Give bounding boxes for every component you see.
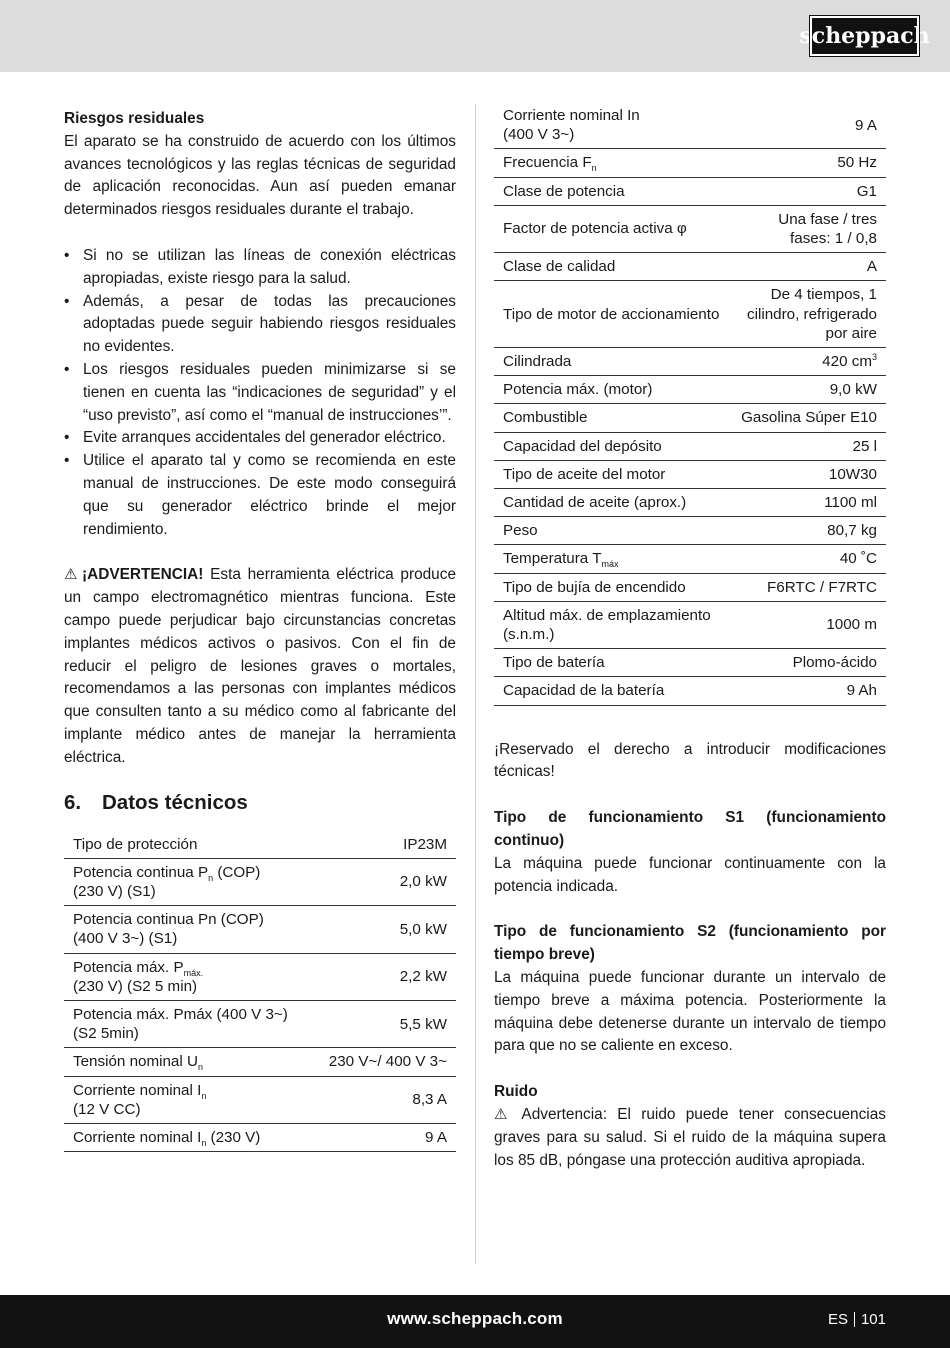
spec-label-subscript: máx. [183, 967, 204, 978]
footer-url: www.scheppach.com [387, 1309, 563, 1328]
spec-value-text: 10W30 [828, 465, 877, 483]
tech-data-table-right [494, 104, 886, 706]
warning-paragraph [64, 564, 456, 769]
spec-value [311, 1048, 456, 1076]
spec-label-text: Peso [503, 522, 538, 540]
spec-label [494, 601, 732, 648]
spec-value-text: 40 ˚C [839, 550, 877, 568]
spec-row [64, 953, 456, 1000]
spec-row [494, 104, 886, 149]
residual-risks-intro: El aparato se ha construido de acuerdo con los últimos avances tecnológicos y las reglas técnicas de seguridad de aplicación reconocidas. Aun así pueden emanar determinados riesgos residuales durante el trabajo. [64, 132, 456, 219]
spec-value [732, 404, 886, 432]
spec-value-text: Gasolina Súper E10 [741, 409, 877, 427]
spec-label [64, 833, 311, 859]
section-title: Datos técnicos [102, 790, 248, 814]
spec-value [732, 677, 886, 705]
residual-risk-item: • Evite arranques accidentales del generador eléctrico. [64, 427, 456, 450]
spec-label [494, 281, 732, 348]
section-heading [64, 790, 456, 816]
spec-label [64, 1048, 311, 1076]
residual-risk-item: • Los riesgos residuales pueden minimizarse si se tienen en cuenta las “indicaciones de seguridad” y el “uso previsto”, así como el “manual de instrucciones’”. [64, 359, 456, 427]
spec-value-text: IP23M [403, 835, 447, 853]
spec-value [311, 858, 456, 905]
spec-label-subscript: n [208, 872, 214, 883]
spec-row [494, 517, 886, 545]
spec-label-text: Corriente nominal I [73, 1128, 202, 1146]
spec-label-line2: (S2 5min) [73, 1025, 139, 1043]
spec-row [64, 1048, 456, 1076]
spec-label [494, 404, 732, 432]
spec-value-text: 9 Ah [846, 682, 877, 700]
spec-label [494, 253, 732, 281]
spec-label [64, 953, 311, 1000]
spec-label-line2: (s.n.m.) [503, 626, 555, 644]
spec-label [494, 149, 732, 177]
spec-label-text: Tensión nominal U [73, 1053, 198, 1071]
spec-row [494, 253, 886, 281]
language-code: ES [827, 1310, 848, 1328]
spec-value-text: Una fase / tres fases: 1 / 0,8 [778, 210, 877, 248]
spec-label-suffix: (COP) [213, 863, 261, 881]
page-indicator [828, 1295, 886, 1343]
column-divider [475, 104, 476, 1264]
warning-label: ¡ADVERTENCIA! [82, 566, 204, 584]
spec-value [732, 253, 886, 281]
spec-label-line2: (230 V) (S2 5 min) [73, 977, 198, 995]
spec-row [64, 858, 456, 905]
spec-row [64, 1000, 456, 1047]
spec-label-text: Corriente nominal I [73, 1081, 202, 1099]
tech-data-table-left [64, 833, 456, 1153]
right-column [494, 104, 886, 1172]
spec-value [732, 376, 886, 404]
spec-row [64, 1076, 456, 1123]
spec-row [494, 177, 886, 205]
brand-logo [799, 16, 930, 56]
spec-row [494, 149, 886, 177]
s1-title: Tipo de funcionamiento S1 (funcionamiento continuo) [494, 809, 886, 850]
spec-label [64, 1123, 311, 1151]
warning-triangle-icon: ⚠ [494, 1106, 508, 1124]
spec-label [494, 376, 732, 404]
spec-label-text: Cilindrada [503, 353, 572, 371]
spec-value [732, 545, 886, 573]
spec-value [311, 833, 456, 859]
spec-label-text: Tipo de protección [73, 835, 198, 853]
spec-value-text: 5,5 kW [399, 1015, 447, 1033]
spec-label-text: Clase de calidad [503, 258, 616, 276]
spec-value-text: 9 A [855, 116, 877, 134]
s2-text: La máquina puede funcionar durante un intervalo de tiempo breve a máxima potencia. Posteriormente la máquina debe detenerse durante un intervalo de tiempo para que no se caliente en exceso. [494, 969, 886, 1055]
warning-text: Esta herramienta eléctrica produce un campo electromagnético mientras funciona. Este campo puede perjudicar bajo circunstancias concretas implantes médicos activos o pasivos. Con el fin de reducir el peligro de lesiones graves o mortales, recomendamos a las personas con implantes médicos que consulten tanto a su médico como al fabricante del implante médico antes de manejar la herramienta eléctrica. [64, 566, 456, 766]
spec-value-text: A [866, 258, 877, 276]
spec-label-text: Tipo de batería [503, 654, 605, 672]
spec-label-subscript: n [201, 1137, 207, 1148]
spec-label [64, 906, 311, 953]
spec-value-text: Plomo-ácido [792, 654, 877, 672]
noise-text: Advertencia: El ruido puede tener consecuencias graves para su salud. Si el ruido de la máquina supera los 85 dB, póngase una protección auditiva apropiada. [494, 1106, 886, 1169]
spec-row [494, 489, 886, 517]
page-header [0, 0, 950, 72]
spec-label-text: Capacidad de la batería [503, 682, 665, 700]
spec-label-text: Altitud máx. de emplazamiento [503, 606, 711, 624]
spec-label-line2: (230 V) (S1) [73, 882, 156, 900]
spec-label-text: Tipo de aceite del motor [503, 465, 666, 483]
spec-label-text: Potencia máx. Pmáx (400 V 3~) [73, 1005, 288, 1023]
spec-value-text: G1 [856, 182, 877, 200]
spec-row [494, 601, 886, 648]
spec-row [494, 281, 886, 348]
spec-row [64, 833, 456, 859]
spec-label-text: Potencia continua P [73, 863, 209, 881]
spec-label-text: Factor de potencia activa φ [503, 220, 687, 238]
spec-label [64, 858, 311, 905]
spec-value-text: De 4 tiempos, 1 cilindro, refrigerado por aire [747, 286, 877, 342]
spec-value-text: 5,0 kW [399, 920, 447, 938]
spec-label-text: Potencia máx. P [73, 958, 184, 976]
spec-row [494, 348, 886, 376]
spec-value [732, 460, 886, 488]
section-number: 6. [64, 790, 82, 814]
spec-row [494, 376, 886, 404]
spec-label [494, 677, 732, 705]
spec-value-text: 50 Hz [837, 154, 877, 172]
spec-label [494, 649, 732, 677]
spec-value [311, 1123, 456, 1151]
spec-value [732, 489, 886, 517]
spec-label-text: Capacidad del depósito [503, 437, 662, 455]
residual-risk-item: • Además, a pesar de todas las precauciones adoptadas puede seguir habiendo riesgos residuales no evidentes. [64, 291, 456, 359]
warning-triangle-icon: ⚠ [64, 566, 78, 584]
spec-value [311, 906, 456, 953]
noise-title: Ruido [494, 1083, 538, 1101]
residual-risk-item: • Utilice el aparato tal y como se recomienda en este manual de instrucciones. De este modo conseguirá que su generador eléctrico brinde el mejor rendimiento. [64, 450, 456, 541]
spec-value [732, 649, 886, 677]
spec-value [732, 601, 886, 648]
left-column [64, 108, 456, 1152]
spec-value [732, 281, 886, 348]
spec-value-superscript: 3 [871, 352, 877, 363]
spec-value [732, 205, 886, 252]
spec-row [64, 1123, 456, 1151]
brand-logo-text: scheppach [799, 23, 930, 49]
page-separator [854, 1312, 855, 1327]
spec-label-text: Temperatura T [503, 550, 602, 568]
spec-value-text: 1100 ml [824, 494, 877, 512]
residual-risks-list [64, 245, 456, 541]
spec-row [494, 545, 886, 573]
spec-row [494, 404, 886, 432]
spec-value [732, 573, 886, 601]
spec-row [494, 460, 886, 488]
spec-label [494, 205, 732, 252]
page-footer [0, 1295, 950, 1348]
spec-label [494, 104, 732, 149]
spec-value [732, 177, 886, 205]
spec-label [494, 517, 732, 545]
spec-label-subscript: n [591, 163, 597, 174]
spec-label-text: Combustible [503, 409, 588, 427]
spec-value-text: 80,7 kg [827, 522, 877, 540]
spec-label-text: Tipo de motor de accionamiento [503, 305, 720, 323]
spec-label-line2: (400 V 3~) [503, 126, 575, 144]
noise-paragraph [494, 1104, 886, 1172]
spec-label [494, 177, 732, 205]
spec-row [494, 649, 886, 677]
spec-label [494, 573, 732, 601]
spec-value [732, 149, 886, 177]
spec-label-subscript: máx [601, 559, 619, 570]
spec-label-line2: (12 V CC) [73, 1100, 141, 1118]
spec-label [494, 432, 732, 460]
spec-label-line2: (400 V 3~) (S1) [73, 930, 178, 948]
spec-value [732, 432, 886, 460]
spec-label-suffix: (230 V) [206, 1128, 261, 1146]
spec-label-text: Frecuencia F [503, 154, 592, 172]
spec-value [732, 104, 886, 149]
spec-row [494, 205, 886, 252]
spec-label-subscript: n [201, 1090, 207, 1101]
spec-label [494, 545, 732, 573]
spec-value-text: 8,3 A [412, 1091, 447, 1109]
spec-label [494, 489, 732, 517]
spec-value-text: 9,0 kW [829, 381, 877, 399]
spec-value [311, 1076, 456, 1123]
spec-value-text: 2,0 kW [399, 873, 447, 891]
residual-risks-title: Riesgos residuales [64, 110, 205, 127]
spec-label-text: Corriente nominal In [503, 107, 640, 124]
spec-label [64, 1076, 311, 1123]
spec-label [64, 1000, 311, 1047]
s2-title: Tipo de funcionamiento S2 (funcionamiento por tiempo breve) [494, 923, 886, 964]
reserved-note: ¡Reservado el derecho a introducir modificaciones técnicas! [494, 740, 886, 781]
residual-risk-item: • Si no se utilizan las líneas de conexión eléctricas apropiadas, existe riesgo para la salud. [64, 245, 456, 291]
spec-row [494, 573, 886, 601]
spec-value-text: 2,2 kW [399, 968, 447, 986]
spec-value-text: 25 l [852, 437, 877, 455]
spec-value [311, 1000, 456, 1047]
spec-label-text: Potencia máx. (motor) [503, 381, 653, 399]
spec-label-text: Tipo de bujía de encendido [503, 578, 686, 596]
spec-label [494, 348, 732, 376]
spec-label-text: Cantidad de aceite (aprox.) [503, 494, 687, 512]
spec-row [494, 677, 886, 705]
spec-row [64, 906, 456, 953]
spec-value-text: 420 cm [822, 353, 872, 371]
spec-label-text: Potencia continua Pn (COP) [73, 911, 264, 929]
spec-row [494, 432, 886, 460]
spec-value-text: 9 A [425, 1128, 447, 1146]
spec-label-text: Clase de potencia [503, 182, 625, 200]
spec-value-text: F6RTC / F7RTC [767, 578, 877, 596]
spec-value [732, 517, 886, 545]
spec-value [311, 953, 456, 1000]
spec-label [494, 460, 732, 488]
spec-value-text: 230 V~/ 400 V 3~ [328, 1053, 447, 1071]
page-number: 101 [860, 1310, 886, 1328]
spec-label-subscript: n [197, 1062, 203, 1073]
s1-text: La máquina puede funcionar continuamente con la potencia indicada. [494, 854, 886, 895]
spec-value [732, 348, 886, 376]
spec-value-text: 1000 m [826, 616, 877, 634]
